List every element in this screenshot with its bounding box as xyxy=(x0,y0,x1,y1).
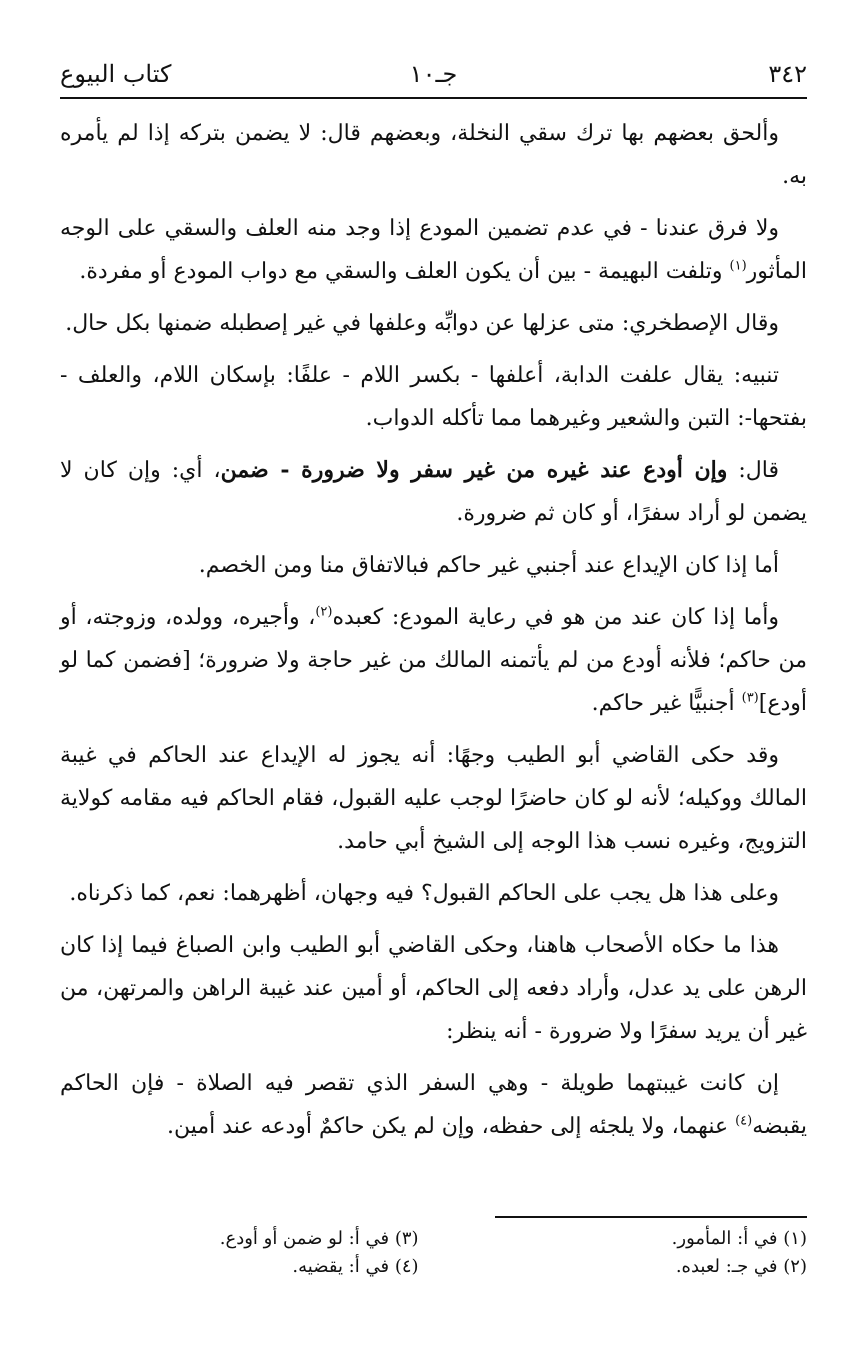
paragraph-text: وأما إذا كان عند من هو في رعاية المودع: كعبده xyxy=(332,605,779,630)
paragraph xyxy=(60,872,807,915)
body-text xyxy=(60,112,807,1157)
header-divider xyxy=(60,97,807,99)
paragraph xyxy=(60,544,807,587)
paragraph-text: هذا ما حكاه الأصحاب هاهنا، وحكى القاضي أبو الطيب وابن الصباغ فيما إذا كان الرهن على يد عدل، وأراد دفعه إلى الحاكم، أو أمين عند غيبة الراهن والمرتهن، من غير أن يريد سفرًا ولا ضرورة - أنه ينظر: xyxy=(60,933,807,1044)
footnote-marker: (٣) xyxy=(741,690,759,706)
footnote-marker: (١) xyxy=(729,258,747,274)
paragraph xyxy=(60,302,807,345)
paragraph-text: ، أي: وإن كان لا يضمن لو أراد سفرًا، أو كان ثم ضرورة. xyxy=(60,458,807,526)
paragraph-text: وعلى هذا هل يجب على الحاكم القبول؟ فيه وجهان، أظهرهما: نعم، كما ذكرناه. xyxy=(69,881,779,906)
paragraph xyxy=(60,924,807,1053)
footnote-text: في جـ: لعبده. xyxy=(675,1256,778,1277)
footnote-number: (٢) xyxy=(783,1256,807,1277)
paragraph-text: عنهما، ولا يلجئه إلى حفظه، وإن لم يكن حاكمٌ أودعه عند أمين. xyxy=(166,1114,736,1139)
footnote-column-left xyxy=(60,1225,419,1281)
volume-label: جـ١٠ xyxy=(409,60,458,88)
paragraph-text: وقد حكى القاضي أبو الطيب وجهًا: أنه يجوز له الإيداع عند الحاكم في غيبة المالك ووكيله؛ لأنه لو كان حاضرًا لوجب عليه القبول، فقام الحاكم فيه مقامه كولاية التزويج، وغيره نسب هذا الوجه إلى الشيخ أبي حامد. xyxy=(60,743,807,854)
footnote-divider xyxy=(495,1216,807,1218)
paragraph-text: ، وأجيره، وولده، وزوجته، أو من حاكم؛ فلأنه أودع من لم يأتمنه المالك من غير حاجة ولا ضرورة؛ [فضمن كما لو أودع] xyxy=(60,605,807,716)
paragraph-text: قال: xyxy=(727,458,780,483)
footnote-number: (٣) xyxy=(394,1228,419,1249)
page-number: ٣٤٢ xyxy=(768,60,807,88)
footnote-text: في أ: لو ضمن أو أودع. xyxy=(219,1228,390,1249)
paragraph xyxy=(60,354,807,440)
paragraph-text: إن كانت غيبتهما طويلة - وهي السفر الذي تقصر فيه الصلاة - فإن الحاكم يقبضه xyxy=(60,1071,807,1139)
footnote xyxy=(448,1253,807,1281)
paragraph-text: أجنبيًّا غير حاكم. xyxy=(591,691,742,716)
page-header xyxy=(60,54,807,94)
paragraph xyxy=(60,112,807,198)
footnote-number: (٤) xyxy=(394,1256,419,1277)
footnote-marker: (٢) xyxy=(315,604,333,620)
matn-text: وإن أودع عند غيره من غير سفر ولا ضرورة - ضمن xyxy=(220,457,728,483)
paragraph-text: وتلفت البهيمة - بين أن يكون العلف والسقي مع دواب المودع أو مفردة. xyxy=(79,259,730,284)
footnote-marker: (٤) xyxy=(735,1113,753,1129)
footnote-text: في أ: المأمور. xyxy=(671,1228,778,1249)
paragraph xyxy=(60,734,807,863)
footnote xyxy=(60,1253,419,1281)
footnote xyxy=(448,1225,807,1253)
paragraph-text: أما إذا كان الإيداع عند أجنبي غير حاكم فبالاتفاق منا ومن الخصم. xyxy=(198,553,779,578)
footnote-number: (١) xyxy=(783,1228,807,1249)
paragraph xyxy=(60,207,807,293)
paragraph-text: وقال الإصطخري: متى عزلها عن دوابِّه وعلفها في غير إصطبله ضمنها بكل حال. xyxy=(65,311,779,336)
footnote-text: في أ: يقضيه. xyxy=(292,1256,390,1277)
paragraph-text: ولا فرق عندنا - في عدم تضمين المودع إذا وجد منه العلف والسقي على الوجه المأثور xyxy=(60,216,807,284)
paragraph xyxy=(60,1062,807,1148)
footnote-column-right xyxy=(448,1225,807,1281)
paragraph xyxy=(60,449,807,535)
paragraph-text: وألحق بعضهم بها ترك سقي النخلة، وبعضهم قال: لا يضمن بتركه إذا لم يأمره به. xyxy=(60,121,807,189)
book-title: كتاب البيوع xyxy=(60,60,172,88)
paragraph-text: تنبيه: يقال علفت الدابة، أعلفها - بكسر اللام - علفًا: بإسكان اللام، والعلف - بفتحها-: التبن والشعير وغيرهما مما تأكله الدواب. xyxy=(60,363,807,431)
paragraph xyxy=(60,596,807,725)
footnote xyxy=(60,1225,419,1253)
